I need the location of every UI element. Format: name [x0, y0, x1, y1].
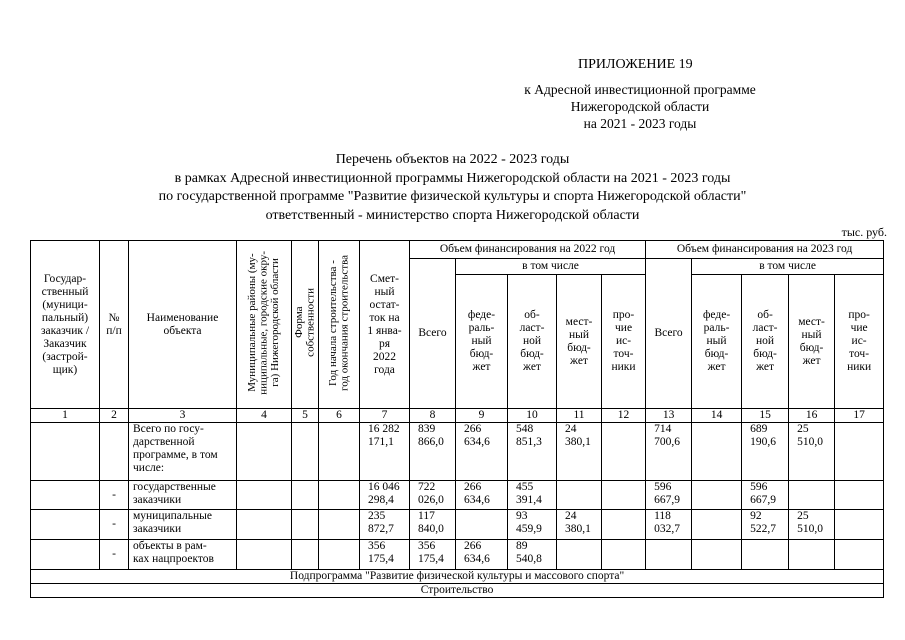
col-num: 10: [508, 409, 557, 423]
program-line: на 2021 - 2023 годы: [583, 116, 697, 131]
cell-col-13: 596 667,9: [646, 481, 692, 510]
table-row: [31, 510, 884, 540]
header-incl-2022: в том числе: [456, 259, 646, 275]
header-regional-2022: об- ласт- ной бюд- жет: [508, 275, 557, 409]
cell-col-3: муниципальные заказчики: [129, 510, 237, 540]
unit-label: тыс. руб.: [841, 225, 887, 239]
cell-col-17: [835, 423, 884, 481]
cell-col-8: 356 175,4: [410, 540, 456, 570]
cell-col-11: 24 380,1: [557, 423, 602, 481]
col-num: 12: [602, 409, 646, 423]
table-row: [31, 423, 884, 481]
cell-col-6: [319, 510, 360, 540]
document-title: [20, 151, 885, 225]
header-name: Наименование объекта: [129, 241, 237, 409]
cell-col-3: Всего по госу- дарственной программе, в том числе:: [129, 423, 237, 481]
cell-col-15: 92 522,7: [742, 510, 789, 540]
col-num: 13: [646, 409, 692, 423]
column-numbers-row: [31, 409, 884, 423]
cell-col-11: [557, 540, 602, 570]
col-num: 17: [835, 409, 884, 423]
header-total-2022: Всего: [410, 259, 456, 409]
cell-col-16: 25 510,0: [789, 423, 835, 481]
cell-col-6: [319, 423, 360, 481]
cell-col-9: 266 634,6: [456, 481, 508, 510]
cell-col-1: [31, 481, 100, 510]
cell-col-10: 93 459,9: [508, 510, 557, 540]
header-ownership: Форма собственности: [292, 241, 319, 409]
header-estimate: Смет- ный остат- ток на 1 янва- ря 2022 года: [360, 241, 410, 409]
cell-col-15: [742, 540, 789, 570]
subprogram-title: Подпрограмма "Развитие физической культуры и массового спорта": [31, 570, 884, 584]
cell-col-2: -: [100, 540, 129, 570]
cell-col-6: [319, 481, 360, 510]
col-num: 3: [129, 409, 237, 423]
title-line: ответственный - министерство спорта Нижегородской области: [265, 207, 640, 223]
cell-col-10: 455 391,4: [508, 481, 557, 510]
header-other-2022: про- чие ис- точ- ники: [602, 275, 646, 409]
cell-col-14: [692, 510, 742, 540]
subprogram-row: [31, 570, 884, 584]
cell-col-14: [692, 481, 742, 510]
cell-col-3: государственные заказчики: [129, 481, 237, 510]
cell-col-1: [31, 540, 100, 570]
cell-col-7: 16 046 298,4: [360, 481, 410, 510]
objects-table: [30, 240, 884, 598]
header-local-2023: мест- ный бюд- жет: [789, 275, 835, 409]
cell-col-14: [692, 540, 742, 570]
col-num: 4: [237, 409, 292, 423]
cell-col-12: [602, 423, 646, 481]
title-line: Перечень объектов на 2022 - 2023 годы: [335, 152, 570, 167]
cell-col-8: 839 866,0: [410, 423, 456, 481]
appendix-title: ПРИЛОЖЕНИЕ 19: [578, 57, 693, 72]
cell-col-16: 25 510,0: [789, 510, 835, 540]
cell-col-2: -: [100, 510, 129, 540]
cell-col-7: 16 282 171,1: [360, 423, 410, 481]
title-line: по государственной программе "Развитие физической культуры и спорта Нижегородской области": [158, 189, 747, 204]
cell-col-1: [31, 510, 100, 540]
col-num: 9: [456, 409, 508, 423]
cell-col-5: [292, 481, 319, 510]
header-district: Муниципальные районы (му- ниципальные, городские окру- га) Нижегородской области: [237, 241, 292, 409]
cell-col-15: 689 190,6: [742, 423, 789, 481]
cell-col-13: [646, 540, 692, 570]
cell-col-6: [319, 540, 360, 570]
col-num: 7: [360, 409, 410, 423]
cell-col-13: 714 700,6: [646, 423, 692, 481]
cell-col-8: 722 026,0: [410, 481, 456, 510]
table-row: [31, 540, 884, 570]
cell-col-13: 118 032,7: [646, 510, 692, 540]
col-num: 2: [100, 409, 129, 423]
cell-col-4: [237, 481, 292, 510]
cell-col-9: 266 634,6: [456, 540, 508, 570]
cell-col-1: [31, 423, 100, 481]
cell-col-16: [789, 481, 835, 510]
cell-col-4: [237, 540, 292, 570]
header-years: Год начала строительства - год окончания строительства: [319, 241, 360, 409]
cell-col-9: [456, 510, 508, 540]
cell-col-7: 356 175,4: [360, 540, 410, 570]
header-incl-2023: в том числе: [692, 259, 884, 275]
section-row: [31, 584, 884, 598]
cell-col-14: [692, 423, 742, 481]
header-fin-2022: Объем финансирования на 2022 год: [410, 241, 646, 259]
cell-col-11: [557, 481, 602, 510]
cell-col-5: [292, 423, 319, 481]
col-num: 1: [31, 409, 100, 423]
section-title: Строительство: [31, 584, 884, 598]
program-line: к Адресной инвестиционной программе: [524, 82, 756, 97]
col-num: 16: [789, 409, 835, 423]
cell-col-5: [292, 540, 319, 570]
cell-col-5: [292, 510, 319, 540]
header-fin-2023: Объем финансирования на 2023 год: [646, 241, 884, 259]
title-line: в рамках Адресной инвестиционной программы Нижегородской области на 2021 - 2023 годы: [174, 170, 731, 186]
header-total-2023: Всего: [646, 259, 692, 409]
cell-col-17: [835, 540, 884, 570]
cell-col-17: [835, 510, 884, 540]
cell-col-17: [835, 481, 884, 510]
header-number: № п/п: [100, 241, 129, 409]
cell-col-16: [789, 540, 835, 570]
header-other-2023: про- чие ис- точ- ники: [835, 275, 884, 409]
table-row: [31, 481, 884, 510]
header-federal-2022: федe- раль- ный бюд- жет: [456, 275, 508, 409]
cell-col-2: [100, 423, 129, 481]
cell-col-12: [602, 510, 646, 540]
col-num: 5: [292, 409, 319, 423]
header-local-2022: мест- ный бюд- жет: [557, 275, 602, 409]
col-num: 11: [557, 409, 602, 423]
cell-col-2: -: [100, 481, 129, 510]
cell-col-4: [237, 510, 292, 540]
program-line: Нижегородской области: [570, 99, 710, 114]
cell-col-4: [237, 423, 292, 481]
col-num: 6: [319, 409, 360, 423]
cell-col-15: 596 667,9: [742, 481, 789, 510]
cell-col-10: 89 540,8: [508, 540, 557, 570]
cell-col-7: 235 872,7: [360, 510, 410, 540]
header-regional-2023: об- ласт- ной бюд- жет: [742, 275, 789, 409]
cell-col-12: [602, 540, 646, 570]
cell-col-10: 548 851,3: [508, 423, 557, 481]
cell-col-3: объекты в рам- ках нацпроектов: [129, 540, 237, 570]
cell-col-11: 24 380,1: [557, 510, 602, 540]
header-customer: Государ- ственный (муници- пальный) заказчик / Заказчик (застрой- щик): [31, 241, 100, 409]
col-num: 15: [742, 409, 789, 423]
cell-col-12: [602, 481, 646, 510]
col-num: 8: [410, 409, 456, 423]
cell-col-8: 117 840,0: [410, 510, 456, 540]
col-num: 14: [692, 409, 742, 423]
header-federal-2023: федe- раль- ный бюд- жет: [692, 275, 742, 409]
program-reference: [470, 81, 810, 132]
cell-col-9: 266 634,6: [456, 423, 508, 481]
